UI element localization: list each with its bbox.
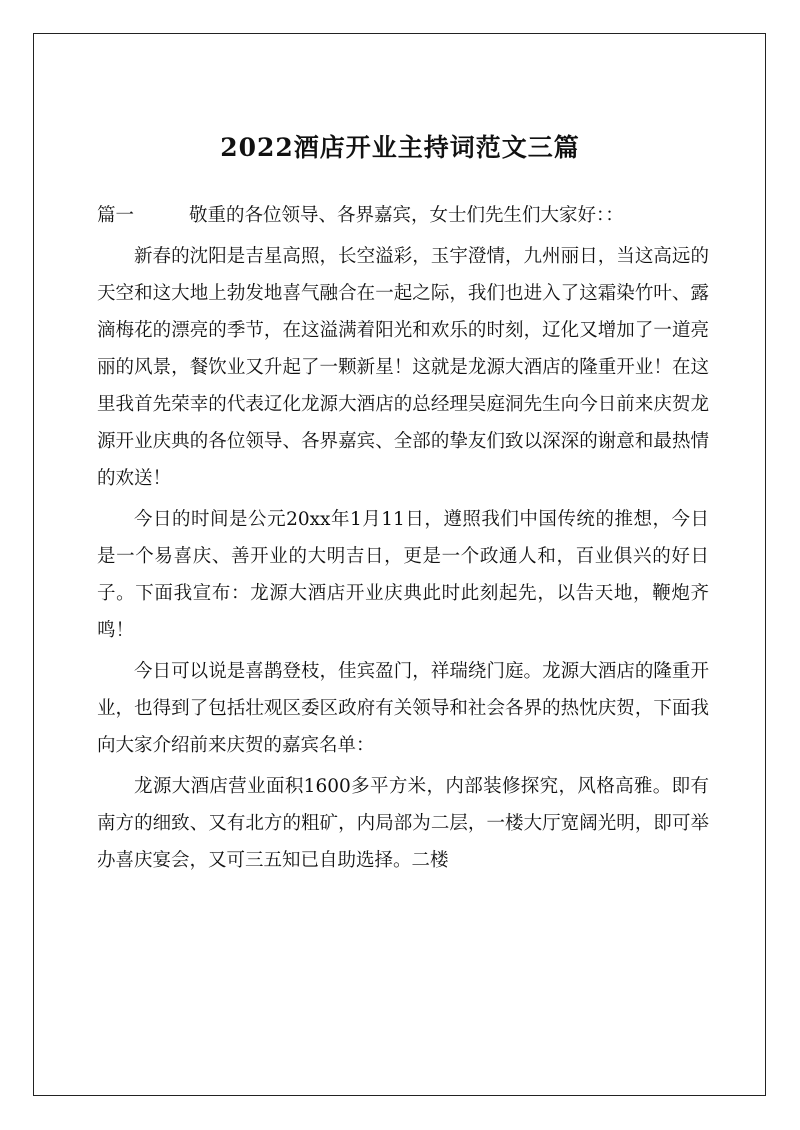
section-label: 篇一	[97, 205, 135, 226]
paragraph: 今日的时间是公元20xx年1月11日，遵照我们中国传统的推想，今日是一个易喜庆、善开业的大明吉日，更是一个政通人和，百业俱兴的好日子。下面我宣布：龙源大酒店开业庆典此时此刻起先，以告天地，鞭炮齐鸣！	[97, 509, 709, 641]
paragraph: 龙源大酒店营业面积1600多平方米，内部装修探究，风格高雅。即有南方的细致、又有北方的粗矿，内局部为二层，一楼大厅宽阔光明，即可举办喜庆宴会，又可三五知已自助选择。二楼	[97, 776, 709, 871]
document-body	[97, 197, 709, 883]
paragraph: 今日可以说是喜鹊登枝，佳宾盈门，祥瑞绕门庭。龙源大酒店的隆重开业，也得到了包括壮观区委区政府有关领导和社会各界的热忱庆贺，下面我向大家介绍前来庆贺的嘉宾名单：	[97, 661, 709, 756]
intro-line	[97, 197, 709, 234]
greeting-text: 敬重的各位领导、各界嘉宾，女士们先生们大家好：：	[189, 205, 624, 226]
document-title: 2022酒店开业主持词范文三篇	[220, 133, 580, 162]
paragraph: 新春的沈阳是吉星高照，长空溢彩，玉宇澄情，九州丽日，当这高远的天空和这大地上勃发地喜气融合在一起之际，我们也进入了这霜染竹叶、露滴梅花的漂亮的季节，在这溢满着阳光和欢乐的时刻，辽化又增加了一道亮丽的风景，餐饮业又升起了一颗新星！这就是龙源大酒店的隆重开业！在这里我首先荣幸的代表辽化龙源大酒店的总经理吴庭洞先生向今日前来庆贺龙源开业庆典的各位领导、各界嘉宾、全部的挚友们致以深深的谢意和最热情的欢送！	[97, 246, 709, 489]
